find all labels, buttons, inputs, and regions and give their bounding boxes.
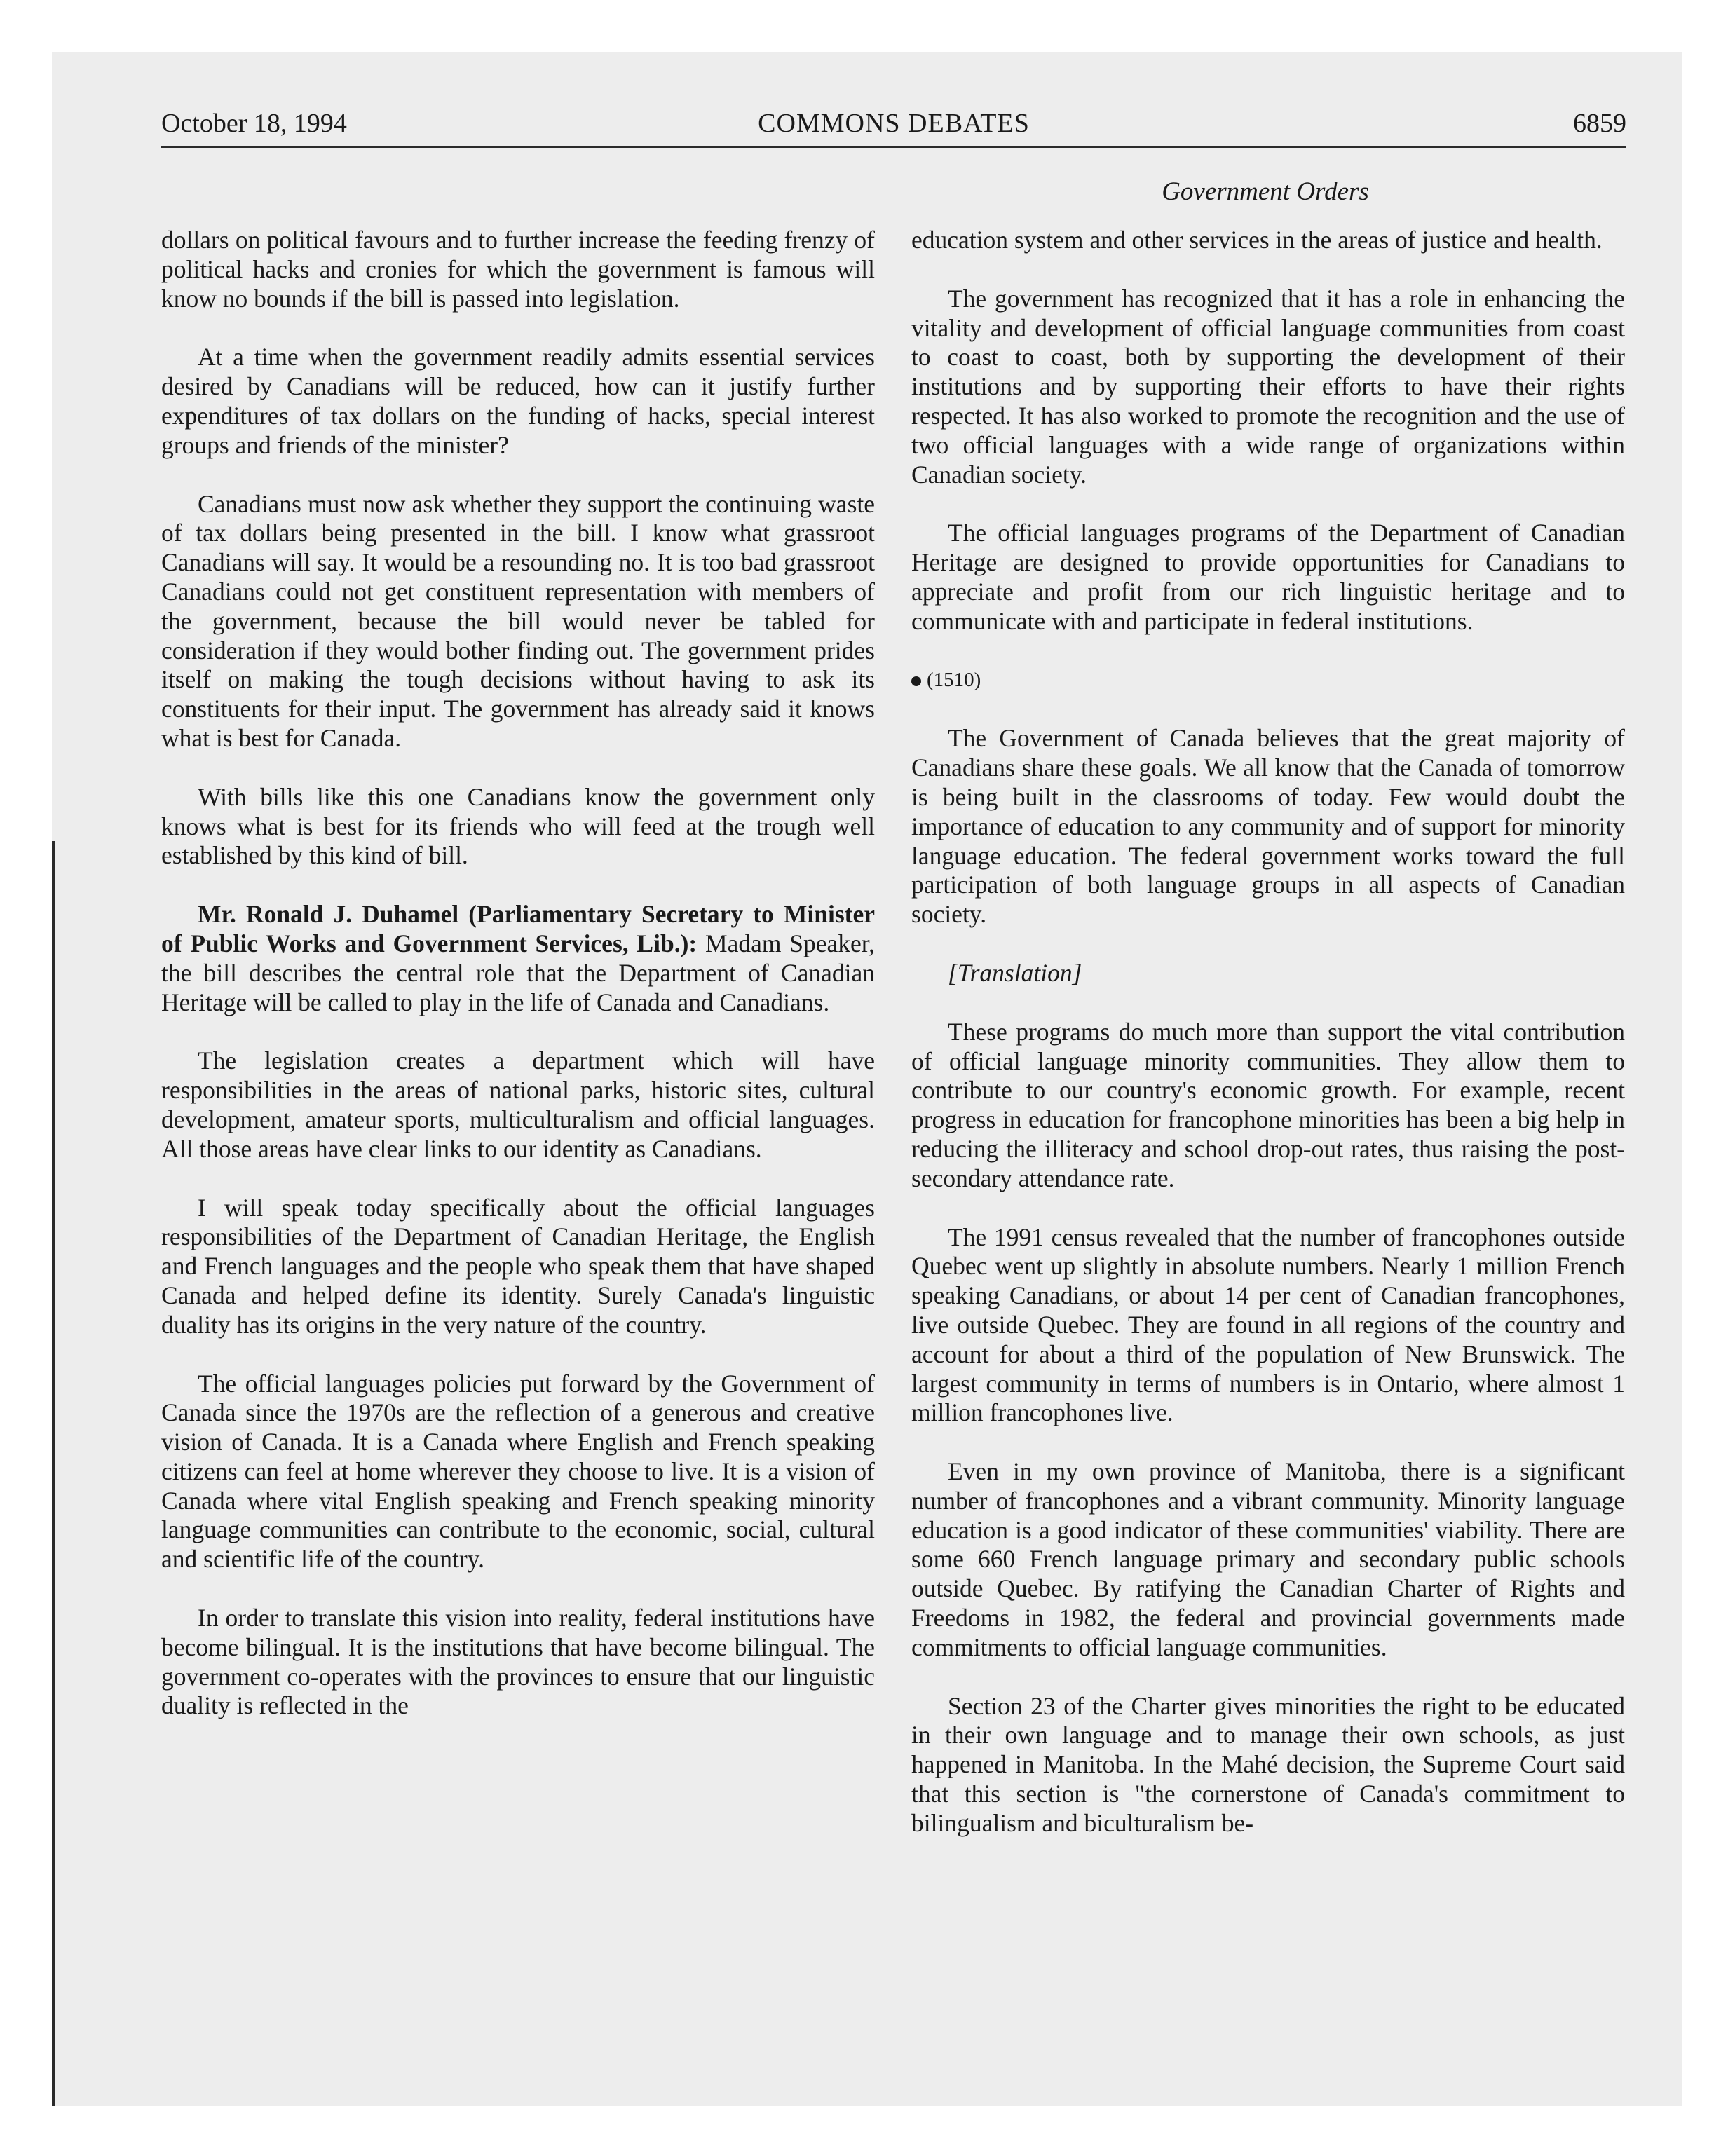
section-heading: Government Orders — [1162, 177, 1369, 206]
paragraph: The 1991 census revealed that the number of francophones outside Quebec went up slightly in absolute numbers. Nearly 1 million French speaking Canadians, or about 14 per cent of Canadian francophones, live outside Quebec. They are found in all regions of the country and account for about a third of the population of New Brunswick. The largest community in terms of numbers is in Ontario, where almost 1 million francophones live. — [911, 1222, 1625, 1427]
paragraph: The government has recognized that it has a role in enhancing the vitality and development of official language communities from coast to coast to coast, both by supporting the development of their institutions and by supporting their efforts to have their rights respected. It has also worked to promote the recognition and the use of two official languages with a wide range of organizations within Canadian society. — [911, 284, 1625, 489]
paragraph: In order to translate this vision into reality, federal institutions have become bilingual. It is the institutions that have become bilingual. The government co-operates with the provinces to ensure that our linguistic duality is reflected in the — [161, 1604, 875, 1720]
header-publication-title: COMMONS DEBATES — [758, 109, 1030, 138]
header-page-number: 6859 — [1573, 109, 1626, 138]
paragraph: The legislation creates a department which will have responsibilities in the areas of national parks, historic sites, cultural development, amateur sports, multiculturalism and official languages. All those areas have clear links to our identity as Canadians. — [161, 1046, 875, 1163]
speech-text: Madam Speaker, the bill describes the central role that the Department of Canadian Heritage will be called to play in the life of Canada and Canadians. — [161, 929, 876, 1016]
header-rule — [161, 146, 1626, 148]
time-marker-label: (1510) — [927, 668, 981, 691]
paragraph: The Government of Canada believes that the great majority of Canadians share these goals. We all know that the Canada of tomorrow is being built in the classrooms of today. Few would doubt the importance of education to any community and of support for minority language education. The federal government works toward the full participation of both language groups in all aspects of Canadian society. — [911, 724, 1625, 929]
paragraph: I will speak today specifically about the official languages responsibilities of the Department of Canadian Heritage, the English and French languages and the people who speak them that have shaped Canada and helped define its identity. Surely Canada's linguistic duality has its origins in the very nature of the country. — [161, 1193, 875, 1339]
scan-edge-shadow — [52, 841, 55, 2106]
paragraph: These programs do much more than support the vital contribution of official language minority communities. They allow them to contribute to our country's economic growth. For example, recent progress in education for francophone minorities has been a big help in reducing the illiteracy and school drop-out rates, thus raising the post-secondary attendance rate. — [911, 1017, 1625, 1192]
paragraph: Even in my own province of Manitoba, there is a significant number of francophones and a vibrant community. Minority language education is a good indicator of these communities' viability. There are some 660 French language primary and secondary public schools outside Quebec. By ratifying the Canadian Charter of Rights and Freedoms in 1982, the federal and provincial governments made commitments to official language communities. — [911, 1457, 1625, 1661]
paragraph: With bills like this one Canadians know the government only knows what is best for its friends who will feed at the trough well established by this kind of bill. — [161, 782, 875, 870]
right-column — [911, 226, 1625, 1868]
paragraph: At a time when the government readily admits essential services desired by Canadians will be reduced, how can it justify further expenditures of tax dollars on the funding of hacks, special interest groups and friends of the minister? — [161, 343, 875, 459]
paragraph: The official languages programs of the Department of Canadian Heritage are designed to provide opportunities for Canadians to appreciate and profit from our rich linguistic heritage and to communicate with and participate in federal institutions. — [911, 519, 1625, 635]
translation-label: Translation — [957, 958, 1073, 987]
page-header — [161, 105, 1626, 147]
paragraph: dollars on political favours and to further increase the feeding frenzy of political hacks and cronies for which the government is famous will know no bounds if the bill is passed into legislation. — [161, 226, 875, 313]
paragraph: education system and other services in the areas of justice and health. — [911, 226, 1603, 254]
paragraph: The official languages policies put forward by the Government of Canada since the 1970s are the reflection of a generous and creative vision of Canada. It is a Canada where English and French speaking citizens can feel at home wherever they choose to live. It is a vision of Canada where vital English speaking and French speaking minority language communities can contribute to the economic, social, cultural and scientific life of the country. — [161, 1369, 875, 1574]
translation-note: [Translation] — [948, 958, 1082, 987]
speaker-name: Mr. Ronald J. Duhamel (Parliamentary Secretary to Minister of Public Works and Government Services, Lib.): — [161, 900, 875, 957]
bullet-icon — [911, 676, 921, 686]
paragraph: Canadians must now ask whether they support the continuing waste of tax dollars being presented in the bill. I know what grassroot Canadians will say. It would be a resounding no. It is too bad grassroot Canadians could not get constituent representation with members of the government, because the bill would never be tabled for consideration if they would bother finding out. The government prides itself on making the tough decisions without having to ask its constituents for their input. The government has already said it knows what is best for Canada. — [161, 489, 875, 752]
speech-paragraph — [161, 900, 875, 1017]
paragraph: Section 23 of the Charter gives minorities the right to be educated in their own language and to manage their own schools, as just happened in Manitoba. In the Mahé decision, the Supreme Court said that this section is "the cornerstone of Canada's commitment to bilingualism and biculturalism be- — [911, 1691, 1625, 1837]
header-date: October 18, 1994 — [161, 109, 347, 138]
left-column — [161, 226, 875, 1750]
time-marker — [911, 666, 1625, 695]
